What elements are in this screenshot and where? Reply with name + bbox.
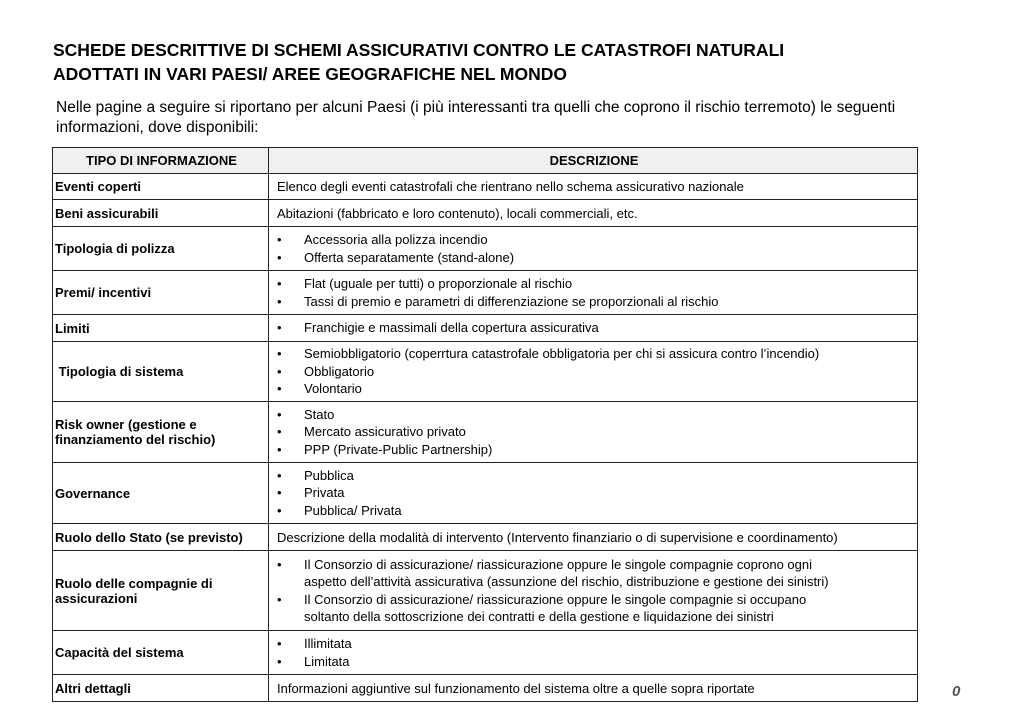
list-item: • PPP (Private-Public Partnership) bbox=[277, 441, 917, 459]
list-item-line-1: • Il Consorzio di assicurazione/ riassicurazione oppure le singole compagnie si occupano bbox=[304, 591, 807, 607]
row-key: Altri dettagli bbox=[53, 675, 269, 702]
table-row bbox=[53, 315, 918, 342]
list-item: • Privata bbox=[277, 484, 917, 502]
row-description bbox=[269, 402, 918, 463]
list-item: • Flat (uguale per tutti) o proporzionale al rischio bbox=[277, 275, 917, 293]
list-item-line-2: soltanto della sottoscrizione dei contratti e della gestione e liquidazione dei sinistri bbox=[304, 609, 774, 624]
row-key: Ruolo dello Stato (se previsto) bbox=[53, 524, 269, 551]
page-title bbox=[53, 38, 973, 86]
list-item: • Semiobbligatorio (coperrtura catastrofale obbligatoria per chi si assicura contro l’incendio) bbox=[277, 345, 917, 363]
row-description bbox=[269, 463, 918, 524]
row-key: Capacità del sistema bbox=[53, 631, 269, 675]
list-item: • Limitata bbox=[277, 653, 917, 671]
table-row bbox=[53, 675, 918, 702]
table-row bbox=[53, 200, 918, 227]
list-item: • Offerta separatamente (stand-alone) bbox=[277, 249, 917, 267]
row-key-line-1: Ruolo delle compagnie di bbox=[55, 575, 213, 591]
row-key: Governance bbox=[53, 463, 269, 524]
row-key bbox=[53, 551, 269, 631]
list-item bbox=[277, 556, 917, 591]
header-tipo: TIPO DI INFORMAZIONE bbox=[53, 148, 269, 174]
row-description bbox=[269, 315, 918, 342]
list-item: • Accessoria alla polizza incendio bbox=[277, 231, 917, 249]
list-item: • Illimitata bbox=[277, 635, 917, 653]
list-item: • Stato bbox=[277, 406, 917, 424]
row-key: Eventi coperti bbox=[53, 174, 269, 200]
intro-line-2: informazioni, dove disponibili: bbox=[56, 119, 259, 136]
table-row bbox=[53, 463, 918, 524]
page-number: 0 bbox=[952, 683, 961, 700]
table-row bbox=[53, 551, 918, 631]
row-description bbox=[269, 271, 918, 315]
row-key: Beni assicurabili bbox=[53, 200, 269, 227]
title-line-1: SCHEDE DESCRITTIVE DI SCHEMI ASSICURATIVI CONTRO LE CATASTROFI NATURALI bbox=[53, 40, 785, 60]
list-item-line-2: aspetto dell’attività assicurativa (assunzione del rischio, distribuzione e gestione dei sinistri) bbox=[304, 574, 829, 589]
list-item: • Franchigie e massimali della copertura assicurativa bbox=[277, 319, 917, 337]
row-description bbox=[269, 631, 918, 675]
table-header-row bbox=[53, 148, 918, 174]
list-item: • Pubblica bbox=[277, 467, 917, 485]
row-key: Premi/ incentivi bbox=[53, 271, 269, 315]
list-item bbox=[277, 591, 917, 626]
row-key-line-2: finanziamento del rischio) bbox=[55, 432, 216, 447]
table-row bbox=[53, 524, 918, 551]
row-description bbox=[269, 551, 918, 631]
row-key-line-1: Risk owner (gestione e bbox=[55, 417, 197, 432]
row-description bbox=[269, 227, 918, 271]
header-descrizione: DESCRIZIONE bbox=[269, 148, 918, 174]
row-key: Limiti bbox=[53, 315, 269, 342]
table-row bbox=[53, 342, 918, 402]
list-item: • Obbligatorio bbox=[277, 363, 917, 381]
row-key: Tipologia di polizza bbox=[53, 227, 269, 271]
list-item: • Volontario bbox=[277, 380, 917, 398]
row-description: Abitazioni (fabbricato e loro contenuto), locali commerciali, etc. bbox=[269, 200, 918, 227]
row-description: Descrizione della modalità di intervento (Intervento finanziario o di supervisione e coordinamento) bbox=[269, 524, 918, 551]
row-key-line-2: assicurazioni bbox=[55, 590, 138, 606]
table-row bbox=[53, 402, 918, 463]
row-description: Informazioni aggiuntive sul funzionamento del sistema oltre a quelle sopra riportate bbox=[269, 675, 918, 702]
table-row bbox=[53, 631, 918, 675]
row-description: Elenco degli eventi catastrofali che rientrano nello schema assicurativo nazionale bbox=[269, 174, 918, 200]
row-key: Tipologia di sistema bbox=[53, 342, 269, 402]
info-table bbox=[52, 147, 918, 702]
row-key bbox=[53, 402, 269, 463]
table-row bbox=[53, 271, 918, 315]
row-description bbox=[269, 342, 918, 402]
intro-line-1: Nelle pagine a seguire si riportano per alcuni Paesi (i più interessanti tra quelli che coprono il rischio terremoto) le seguenti bbox=[56, 99, 896, 116]
list-item: • Mercato assicurativo privato bbox=[277, 423, 917, 441]
table-row bbox=[53, 174, 918, 200]
table-row bbox=[53, 227, 918, 271]
list-item: • Pubblica/ Privata bbox=[277, 502, 917, 520]
intro-text bbox=[56, 98, 996, 138]
list-item: • Tassi di premio e parametri di differenziazione se proporzionali al rischio bbox=[277, 293, 917, 311]
title-line-2: ADOTTATI IN VARI PAESI/ AREE GEOGRAFICHE NEL MONDO bbox=[53, 64, 568, 84]
list-item-line-1: • Il Consorzio di assicurazione/ riassicurazione oppure le singole compagnie coprono ogni bbox=[304, 556, 813, 572]
